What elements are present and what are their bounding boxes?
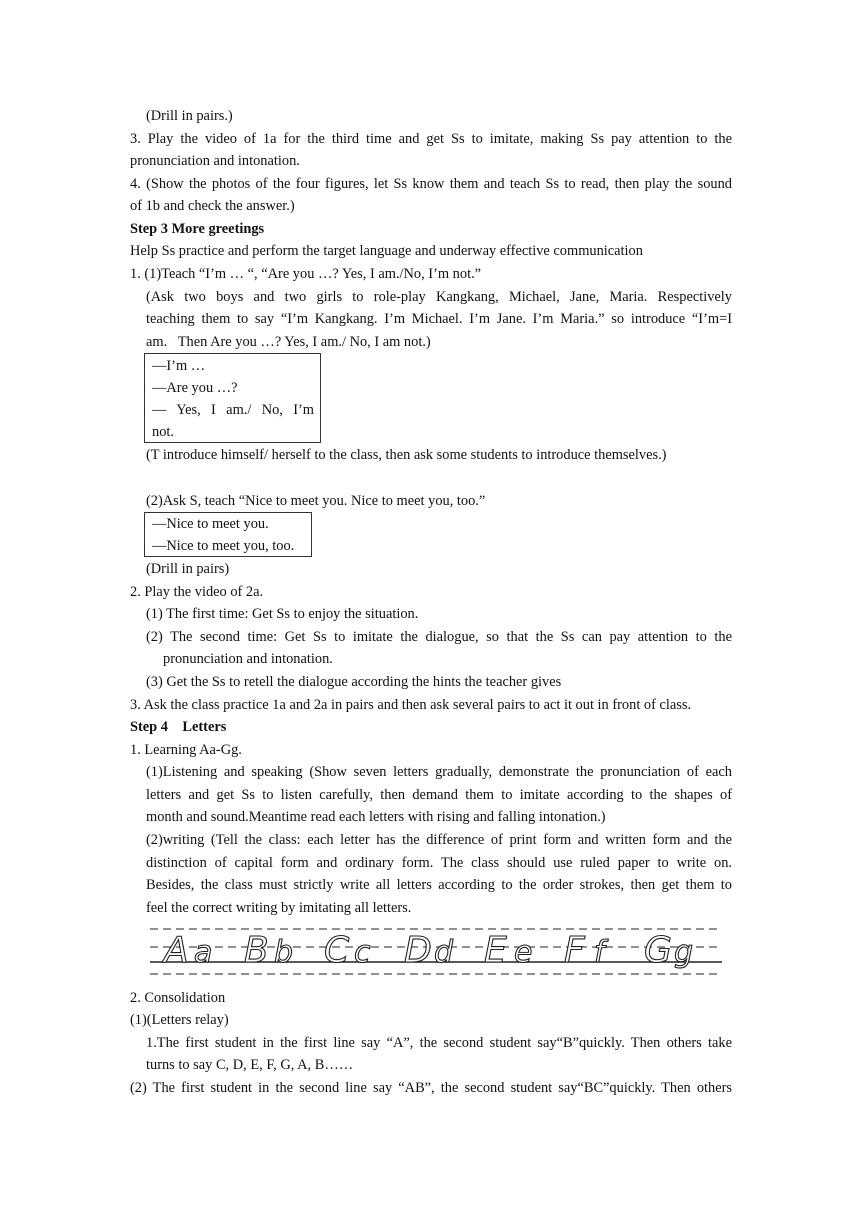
dialogue-box bbox=[144, 353, 321, 443]
dialogue-line: —Nice to meet you. bbox=[152, 516, 269, 532]
text-line: (1)(Letters relay) bbox=[130, 1012, 229, 1028]
text-line: (2)Ask S, teach “Nice to meet you. Nice to meet you, too.” bbox=[146, 493, 486, 509]
capital-letter-b: B bbox=[244, 930, 269, 971]
dialogue-line: —Nice to meet you, too. bbox=[152, 538, 295, 554]
text-line: 3. Play the video of 1a for the third time and get Ss to imitate, making Ss pay attention to the bbox=[130, 131, 732, 147]
section-heading: Step 4 Letters bbox=[130, 719, 227, 735]
text-line: (2) The second time: Get Ss to imitate the dialogue, so that the Ss can pay attention to the bbox=[146, 629, 732, 645]
text-line: 4. (Show the photos of the four figures, let Ss know them and teach Ss to read, then play the sound bbox=[130, 176, 732, 192]
dialogue-line: — Yes, I am./ No, I’m bbox=[152, 402, 314, 418]
section-heading: Step 3 More greetings bbox=[130, 221, 265, 237]
text-line: (T introduce himself/ herself to the class, then ask some students to introduce themselves.) bbox=[146, 447, 667, 463]
text-line: (Ask two boys and two girls to role-play Kangkang, Michael, Jane, Maria. Respectively bbox=[146, 289, 732, 305]
text-line: (3) Get the Ss to retell the dialogue according the hints the teacher gives bbox=[146, 674, 562, 690]
text-line: month and sound.Meantime read each letters with rising and falling intonation.) bbox=[146, 809, 606, 825]
text-line: (2) The first student in the second line say “AB”, the second student say“BC”quickly. Then others bbox=[130, 1080, 732, 1096]
small-letter-d: d bbox=[434, 935, 454, 970]
text-line: letters and get Ss to listen carefully, then demand them to imitate according to the shapes of bbox=[146, 787, 732, 803]
text-line: 1.The first student in the first line say “A”, the second student say“B”quickly. Then others take bbox=[146, 1035, 732, 1051]
small-letter-b: b bbox=[274, 935, 294, 970]
text-line: feel the correct writing by imitating all letters. bbox=[146, 900, 412, 916]
capital-letter-e: E bbox=[484, 930, 507, 971]
text-line: am. Then Are you …? Yes, I am./ No, I am not.) bbox=[146, 334, 431, 350]
small-letter-e: e bbox=[514, 935, 533, 970]
text-line: 2. Consolidation bbox=[130, 990, 226, 1006]
text-line: (Drill in pairs.) bbox=[146, 108, 233, 124]
small-letter-a: a bbox=[194, 935, 213, 970]
text-line: pronunciation and intonation. bbox=[130, 153, 300, 169]
small-letter-f: f bbox=[594, 935, 605, 970]
text-line: Help Ss practice and perform the target language and underway effective communication bbox=[130, 243, 643, 259]
text-line: (2)writing (Tell the class: each letter has the difference of print form and written form and the bbox=[146, 832, 732, 848]
text-line: (Drill in pairs) bbox=[146, 561, 230, 577]
capital-letter-a: A bbox=[164, 930, 189, 971]
text-line: 1. (1)Teach “I’m … “, “Are you …? Yes, I am./No, I’m not.” bbox=[130, 266, 482, 282]
dialogue-line: —I’m … bbox=[152, 358, 206, 374]
capital-letter-g: G bbox=[644, 930, 672, 971]
dialogue-line: not. bbox=[152, 424, 174, 440]
capital-letter-f: F bbox=[564, 930, 585, 971]
text-line: teaching them to say “I’m Kangkang. I’m Michael. I’m Jane. I’m Maria.” so introduce “I’m=I bbox=[146, 311, 732, 327]
text-line: of 1b and check the answer.) bbox=[130, 198, 295, 214]
small-letter-g: g bbox=[674, 935, 694, 970]
text-line: (1)Listening and speaking (Show seven letters gradually, demonstrate the pronunciation of each bbox=[146, 764, 732, 780]
text-line: 2. Play the video of 2a. bbox=[130, 584, 264, 600]
text-line: 1. Learning Aa-Gg. bbox=[130, 742, 242, 758]
dialogue-box bbox=[144, 512, 312, 557]
text-line: (1) The first time: Get Ss to enjoy the situation. bbox=[146, 606, 419, 622]
dialogue-line: —Are you …? bbox=[152, 380, 238, 396]
capital-letter-d: D bbox=[404, 930, 432, 971]
small-letter-c: c bbox=[354, 935, 371, 970]
capital-letter-c: C bbox=[324, 930, 350, 971]
handwriting-letters-figure bbox=[150, 922, 722, 982]
text-line: pronunciation and intonation. bbox=[163, 651, 333, 667]
text-line: Besides, the class must strictly write all letters according to the order strokes, then get them to bbox=[146, 877, 732, 893]
text-line: turns to say C, D, E, F, G, A, B…… bbox=[146, 1057, 354, 1073]
text-line: 3. Ask the class practice 1a and 2a in pairs and then ask several pairs to act it out in front of class. bbox=[130, 697, 692, 713]
text-line: distinction of capital form and ordinary form. The class should use ruled paper to write on. bbox=[146, 855, 732, 871]
